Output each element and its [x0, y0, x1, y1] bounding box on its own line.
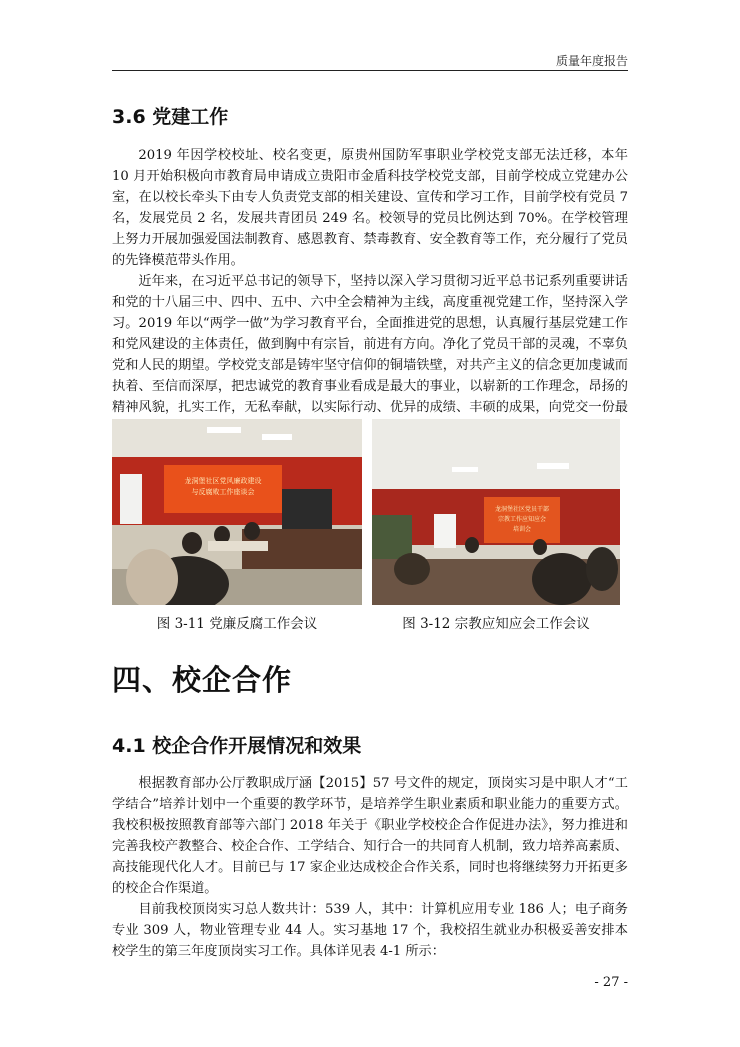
svg-text:龙洞堡社区党风廉政建设: 龙洞堡社区党风廉政建设 [184, 477, 262, 485]
paragraph: 近年来，在习近平总书记的领导下，坚持以深入学习贯彻习近平总书记系列重要讲话和党的十八届三中、四中、五中、六中全会精神为主线，高度重视党建工作，坚持深入学习。2019 年以“两学一做”为学习教育平台，全面推进党的思想，认真履行基层党建工作和党风建设的主体责任，做到胸中有宗旨，前进有方向。净化了党员干部的灵魂，不辜负党和人民的期望。学校党支部是铸牢坚守信仰的铜墙铁壁，对共产主义的信念更加虔诚而执着、至信而深厚，把忠诚党的教育事业看成是最大的事业，以崭新的工作理念，昂扬的精神风貌，扎实工作，无私奉献，以实际行动、优异的成绩、丰硕的成果，向党交一份最 [112, 274, 628, 415]
meeting-photo-1 [112, 419, 362, 605]
paragraph: 目前我校顶岗实习总人数共计：539 人，其中：计算机应用专业 186 人；电子商务专业 309 人，物业管理专业 44 人。实习基地 17 个，我校招生就业办积极妥善安排本校学生的第三年度顶岗实习工作。具体详见表 4-1 所示： [112, 902, 628, 959]
meeting-photo-2-image [372, 419, 620, 605]
header-rule [112, 70, 628, 71]
figure-caption-3-12: 图 3-12 宗教应知应会工作会议 [402, 616, 590, 632]
chapter-heading-4: 四、校企合作 [112, 663, 293, 697]
running-header: 质量年度报告 [555, 54, 628, 68]
svg-text:与反腐败工作座谈会: 与反腐败工作座谈会 [191, 488, 255, 496]
section-3-6-body [112, 145, 628, 439]
svg-text:宗教工作应知应会: 宗教工作应知应会 [497, 516, 547, 523]
section-4-1-body [112, 773, 628, 962]
svg-text:培训会: 培训会 [512, 526, 532, 533]
paragraph: 2019 年因学校校址、校名变更，原贵州国防军事职业学校党支部无法迁移，本年 10 月开始积极向市教育局申请成立贵阳市金盾科技学校党支部，目前学校成立党建办公室，在以校长牵头下由专人负责党支部的相关建设、宣传和学习工作，目前学校有党员 7 名，发展党员 2 名，发展共青团员 249 名。校领导的党员比例达到 70%。在学校管理上努力开展加强爱国法制教育、感恩教育、禁毒教育、安全教育等工作，充分履行了党员的先锋模范带头作用。 [112, 148, 628, 268]
meeting-photo-2 [372, 419, 620, 605]
meeting-photo-1-image [112, 419, 362, 605]
page-number: - 27 - [594, 975, 628, 990]
svg-text:龙洞堡社区党员干部: 龙洞堡社区党员干部 [494, 506, 550, 513]
section-heading-4-1: 4.1 校企合作开展情况和效果 [112, 735, 362, 757]
section-heading-3-6: 3.6 党建工作 [112, 106, 229, 128]
figure-caption-3-11: 图 3-11 党廉反腐工作会议 [156, 616, 318, 632]
paragraph: 根据教育部办公厅教职成厅涵【2015】57 号文件的规定，顶岗实习是中职人才“工学结合”培养计划中一个重要的教学环节，是培养学生职业素质和职业能力的重要方式。我校积极按照教育部等六部门 2018 年关于《职业学校校企合作促进办法》，努力推进和完善我校产教整合、校企合作、工学结合、知行合一的共同育人机制，致力培养高素质、高技能现代化人才。目前已与 17 家企业达成校企合作关系，同时也将继续努力开拓更多的校企合作渠道。 [112, 776, 628, 896]
